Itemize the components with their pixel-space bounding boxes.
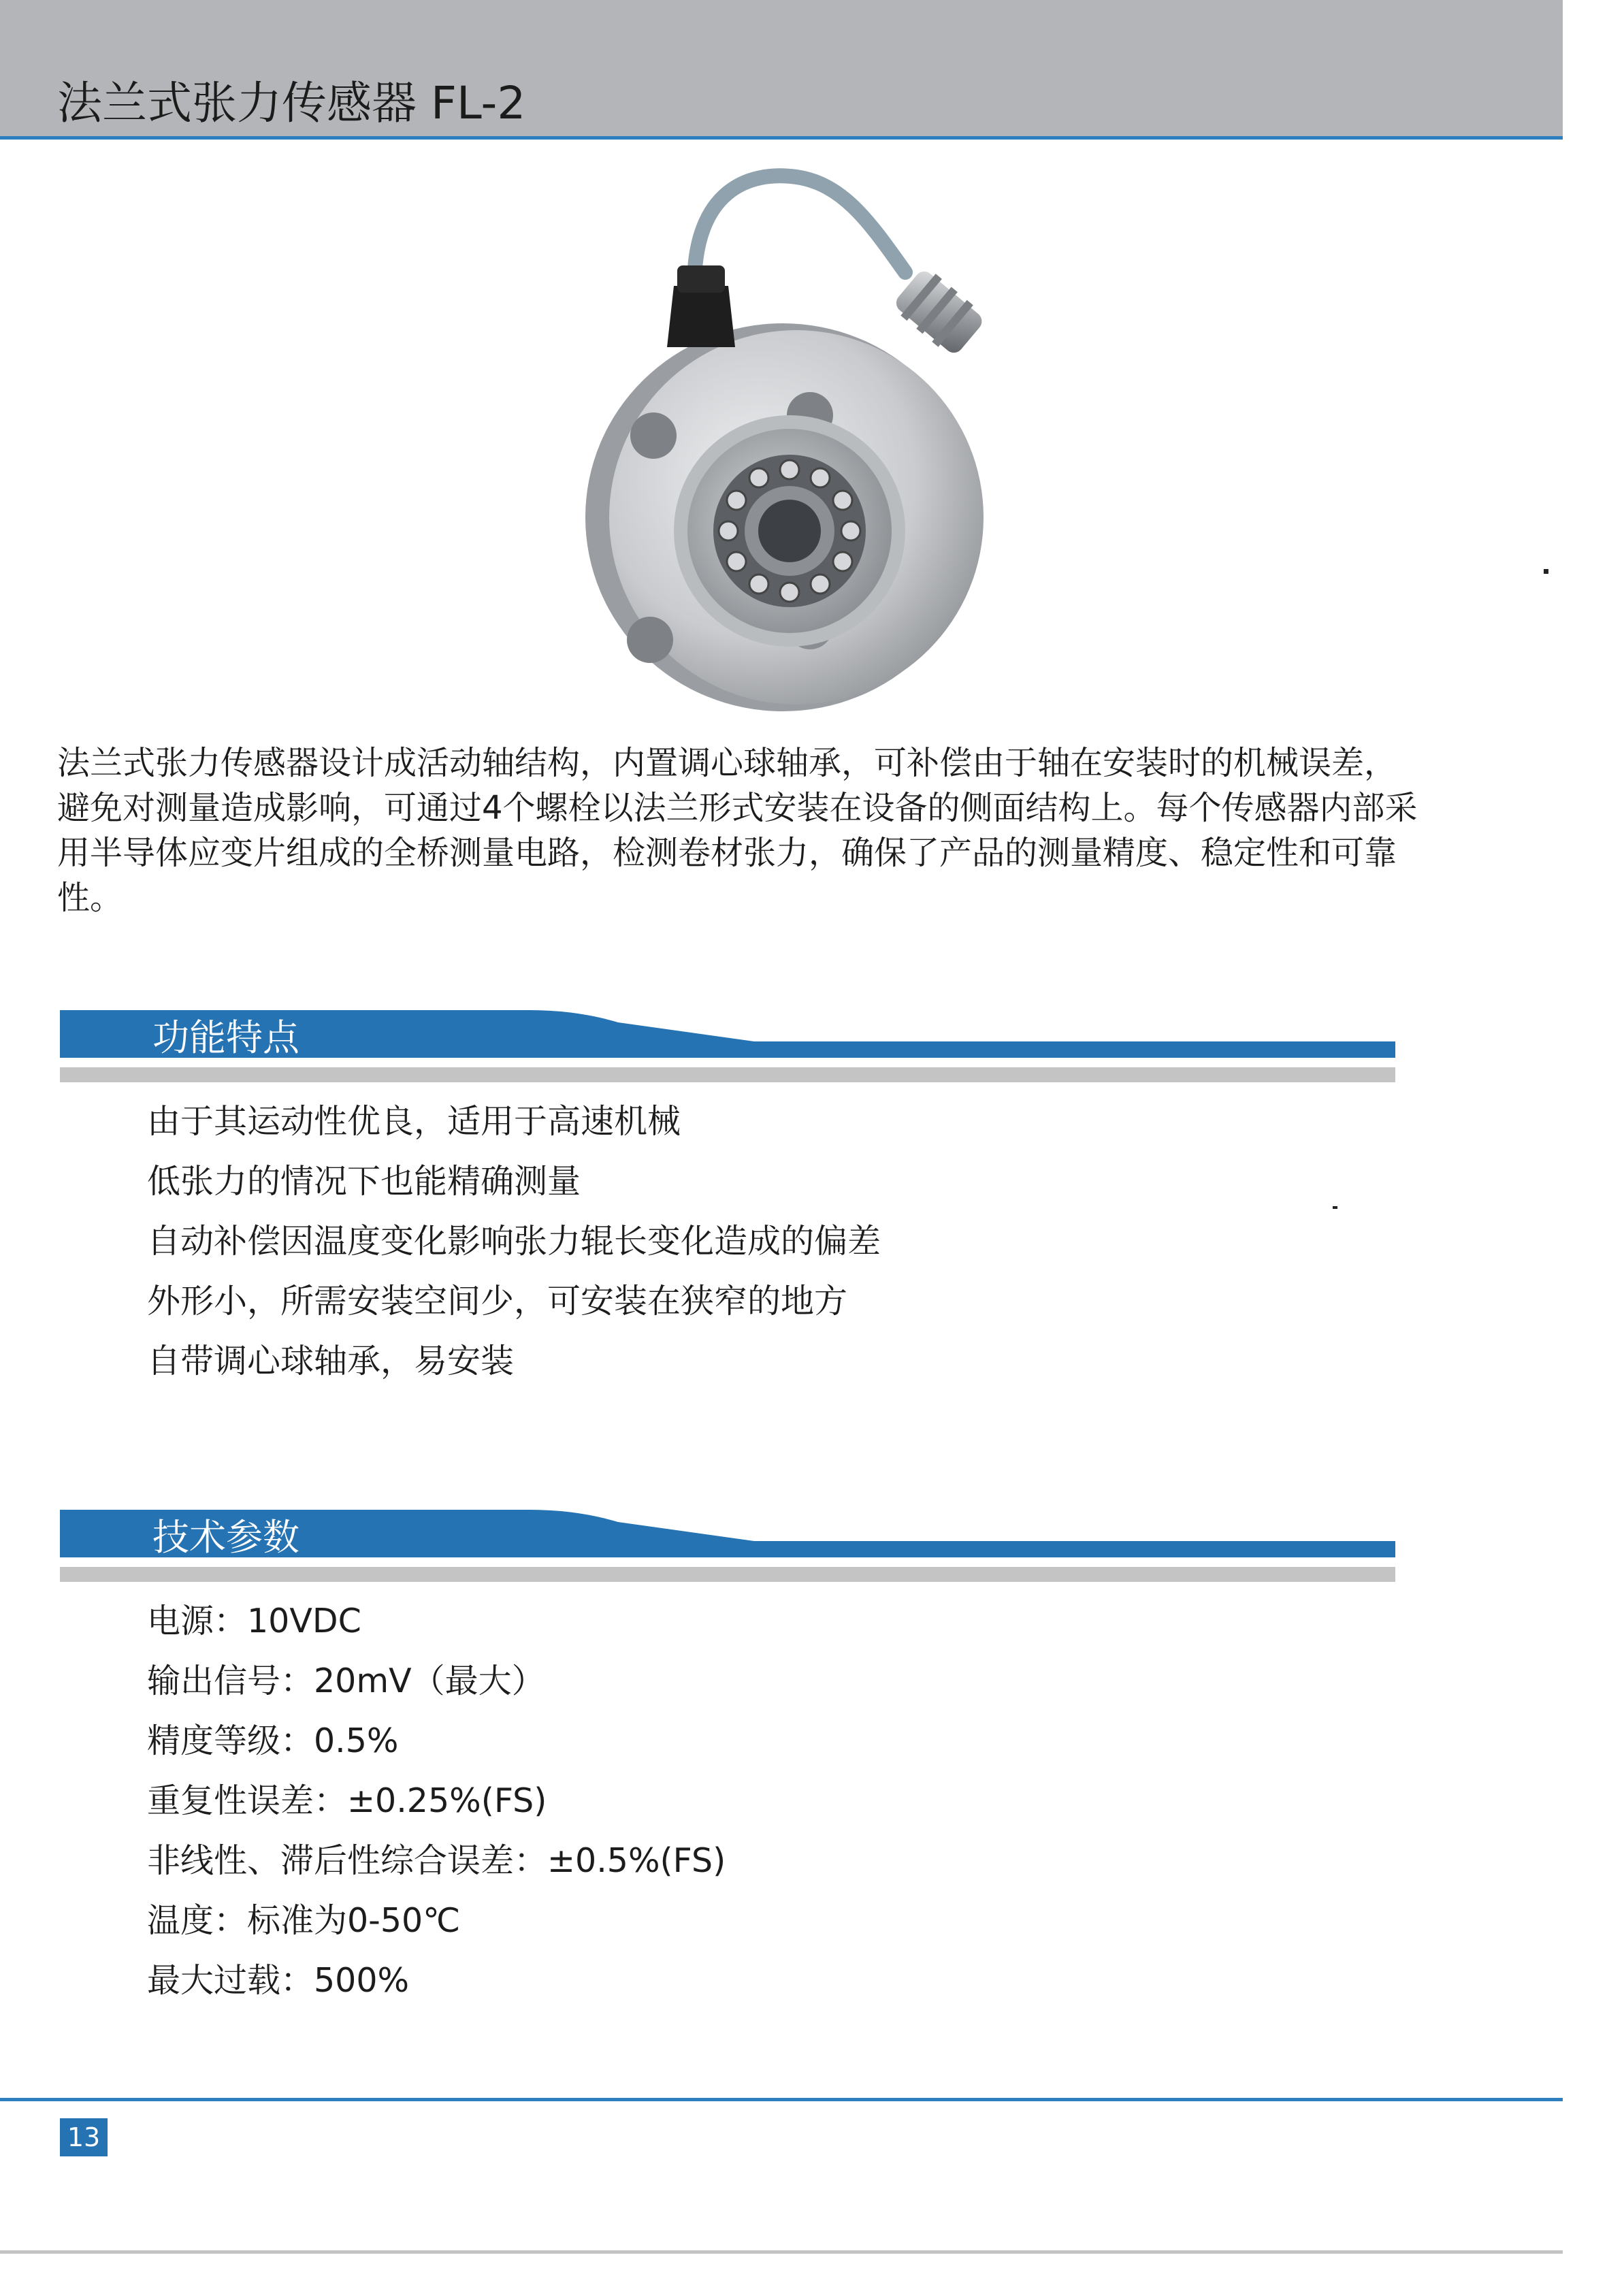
page-number: 13 [60, 2118, 108, 2156]
list-item: 电源：10VDC [147, 1602, 361, 1640]
scan-speck [1333, 1206, 1337, 1209]
list-item: 自动补偿因温度变化影响张力辊长变化造成的偏差 [147, 1222, 881, 1261]
page-title: 法兰式张力传感器 FL-2 [57, 77, 526, 129]
scan-speck [1544, 569, 1548, 574]
product-description: 法兰式张力传感器设计成活动轴结构，内置调心球轴承，可补偿由于轴在安装时的机械误差，避免对测量造成影响，可通过4个螺栓以法兰形式安装在设备的侧面结构上。每个传感器内部采用半导体应变片组成的全桥测量电路，检测卷材张力，确保了产品的测量精度、稳定性和可靠性。 [57, 744, 1418, 917]
list-item: 外形小，所需安装空间少，可安装在狭窄的地方 [147, 1282, 848, 1321]
features-list [147, 1092, 881, 1391]
header-rule [0, 136, 1563, 140]
list-item: 最大过载：500% [147, 1961, 410, 2000]
product-photo [524, 163, 1069, 722]
list-item: 重复性误差：±0.25%(FS) [147, 1781, 547, 1820]
list-item: 非线性、滞后性综合误差：±0.5%(FS) [147, 1841, 726, 1880]
specs-list [147, 1591, 726, 2011]
list-item: 输出信号：20mV（最大） [147, 1662, 545, 1700]
specs-section-header [60, 1510, 1395, 1585]
features-section-header [60, 1010, 1395, 1085]
list-item: 低张力的情况下也能精确测量 [147, 1162, 581, 1201]
specs-title: 技术参数 [152, 1516, 299, 1559]
features-title: 功能特点 [152, 1016, 299, 1059]
footer-rule [0, 2098, 1563, 2101]
list-item: 温度：标准为0-50℃ [147, 1901, 461, 1940]
bottom-rule [0, 2250, 1563, 2254]
list-item: 由于其运动性优良，适用于高速机械 [147, 1102, 681, 1141]
list-item: 自带调心球轴承，易安装 [147, 1342, 515, 1380]
list-item: 精度等级：0.5% [147, 1721, 399, 1760]
